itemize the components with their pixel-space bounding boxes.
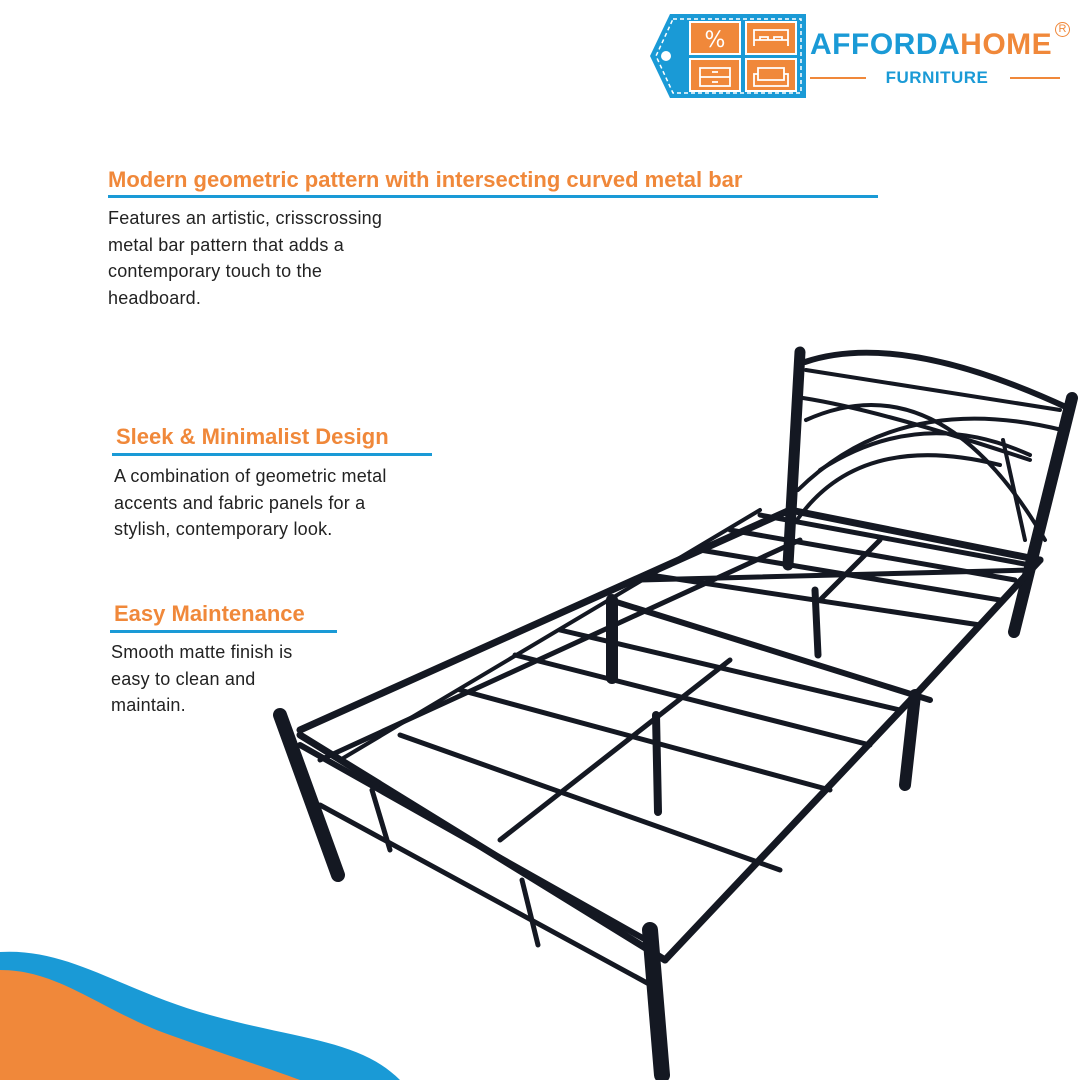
feature-title-geometric: Modern geometric pattern with intersecting curved metal bar: [108, 167, 743, 192]
feature-desc-line: accents and fabric panels for a: [114, 492, 366, 513]
bed-icon: [746, 22, 796, 54]
feature-desc-line: contemporary touch to the: [108, 261, 323, 281]
drawer-icon: [690, 59, 740, 91]
feature-desc-line: stylish, contemporary look.: [114, 519, 333, 539]
subtitle-line-right: [1010, 77, 1060, 79]
decorative-wave: [0, 940, 400, 1080]
feature-desc-line: Smooth matte finish is: [111, 642, 293, 662]
feature-desc-line: A combination of geometric metal: [114, 466, 387, 486]
brand-name-part2: HOME: [960, 28, 1053, 61]
feature-desc-line: Features an artistic, crisscrossing: [108, 208, 383, 228]
svg-text:%: %: [704, 28, 726, 53]
feature-underline-geometric: [108, 195, 878, 198]
brand-name: [810, 30, 1052, 60]
registered-mark: R: [1055, 22, 1070, 37]
subtitle-line-left: [810, 77, 866, 79]
brand-subtitle-text: FURNITURE: [885, 68, 989, 87]
price-tag-icon: [648, 12, 808, 102]
sofa-icon: [746, 59, 796, 91]
feature-desc-line: headboard.: [108, 287, 202, 308]
feature-desc-line: maintain.: [111, 695, 186, 715]
feature-desc-line: easy to clean and: [111, 668, 256, 689]
feature-title-maintenance: Easy Maintenance: [114, 601, 305, 626]
feature-desc-line: metal bar pattern that adds a: [108, 234, 344, 255]
brand-name-part1: AFFORDA: [810, 28, 961, 61]
feature-title-minimalist: Sleek & Minimalist Design: [116, 424, 389, 449]
percent-icon: [690, 22, 740, 54]
feature-desc-geometric: [108, 205, 382, 311]
brand-logo: [648, 12, 1073, 102]
brand-subtitle: [810, 68, 1060, 88]
